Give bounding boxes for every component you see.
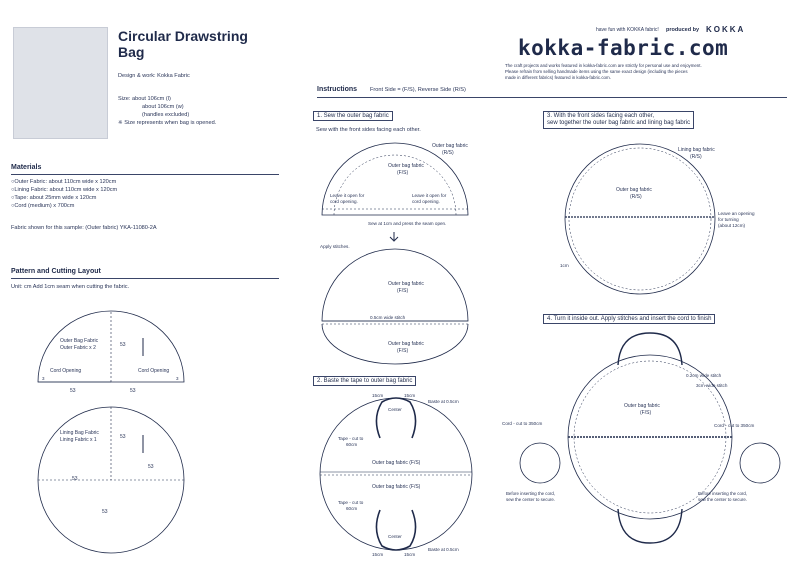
disclaimer-line: made in different fabrics) featured in kokka-fabric.com. xyxy=(505,75,611,80)
cord-label: Cord - cut to 350cm xyxy=(714,423,755,428)
stitch-label: 3cm wide stitch xyxy=(696,383,728,388)
tape-label: 60cm xyxy=(346,442,358,447)
handle-loop xyxy=(618,333,682,365)
down-arrow-icon xyxy=(390,232,398,241)
note-label: Leave an opening xyxy=(718,211,755,216)
step-3-title xyxy=(543,111,694,129)
step-4-diagram xyxy=(500,325,795,560)
material-item: ○Cord (medium) x 700cm xyxy=(11,203,75,209)
fabric-label: (R/S) xyxy=(442,150,454,156)
stitch-label: 0.5cm wide stitch xyxy=(370,315,406,320)
fabric-label: (F/S) xyxy=(397,348,409,354)
materials-heading: Materials xyxy=(11,164,42,171)
fabric-label: Outer bag fabric xyxy=(388,163,424,169)
design-credit: Design & work: Kokka Fabric xyxy=(118,73,190,79)
note-label: for turning xyxy=(718,217,739,222)
fabric-label: Outer bag fabric xyxy=(432,143,468,149)
brand-tagline: have fun with KOKKA fabric! xyxy=(596,27,659,33)
tape-label: Tape - cut to xyxy=(338,436,364,441)
fabric-label: Outer bag fabric xyxy=(624,403,660,409)
circle-shape xyxy=(320,398,472,550)
dim-label: 53 xyxy=(120,434,126,440)
page-title xyxy=(118,28,278,60)
material-item: ○Tape: about 25mm wide x 120cm xyxy=(11,195,97,201)
step-2-diagram xyxy=(300,388,500,560)
dim-label: 15cm xyxy=(404,393,416,398)
note-label: sew the center to secure. xyxy=(506,497,556,502)
handle-loop xyxy=(618,509,682,543)
bag-photo xyxy=(13,27,108,139)
note-label: Apply stitches. xyxy=(320,244,350,249)
produced-by-label: produced by xyxy=(666,27,700,33)
instructions-heading: Instructions xyxy=(317,86,358,93)
step-3-diagram xyxy=(540,135,790,305)
materials-list xyxy=(11,178,117,210)
dim-label: 53 xyxy=(120,342,126,348)
sample-note: Fabric shown for this sample: (Outer fabric) YKA-11080-2A xyxy=(11,225,157,231)
cord-opening-label: Cord Opening xyxy=(50,368,82,374)
pattern-heading: Pattern and Cutting Layout xyxy=(11,268,101,275)
step-3-title-line: 3. With the front sides facing each other, xyxy=(547,113,655,119)
step-1-sub: Sew with the front sides facing each other. xyxy=(316,127,421,133)
size-line: about 106cm (w) xyxy=(142,104,184,110)
note-label: Leave it open for xyxy=(330,193,365,198)
note-label: Before inserting the cord, xyxy=(698,491,748,496)
detail-circle xyxy=(520,443,560,483)
dim-label: 53 xyxy=(70,388,76,394)
note-label: sew the center to secure. xyxy=(698,497,748,502)
center-label: Center xyxy=(388,534,402,539)
lining-label: Lining Bag Fabric xyxy=(60,430,99,436)
circle-shape xyxy=(565,144,715,294)
disclaimer xyxy=(505,63,795,81)
center-label: Center xyxy=(388,407,402,412)
step-1-diagram xyxy=(300,135,500,365)
outer-label: Outer Fabric x 2 xyxy=(60,345,96,351)
dim-label: 53 xyxy=(72,476,78,482)
size-line: Size: about 106cm (l) xyxy=(118,96,171,102)
dim-label: 3 xyxy=(42,376,45,381)
dim-label: 53 xyxy=(130,388,136,394)
fabric-label: Outer bag fabric (F/S) xyxy=(372,460,421,466)
dim-label: 53 xyxy=(148,464,154,470)
detail-circle xyxy=(740,443,780,483)
note-label: (about 12cm) xyxy=(718,223,746,228)
dim-label: 15cm xyxy=(404,552,416,557)
divider xyxy=(11,174,279,175)
baste-label: Baste at 0.5cm xyxy=(428,399,459,404)
title-line: Circular Drawstring xyxy=(118,28,248,44)
tape-label: 60cm xyxy=(346,506,358,511)
material-item: ○Outer Fabric: about 110cm wide x 120cm xyxy=(11,179,117,185)
fabric-label: (F/S) xyxy=(397,170,409,176)
fabric-label: Outer bag fabric xyxy=(388,341,424,347)
step-3-title-line: sew together the outer bag fabric and lining bag fabric xyxy=(547,120,691,126)
divider xyxy=(11,278,279,279)
material-item: ○Lining Fabric: about 110cm wide x 120cm xyxy=(11,187,118,193)
note-label: Sew at 1cm and press the seam open. xyxy=(368,221,447,226)
fabric-label: Outer bag fabric xyxy=(616,187,652,193)
tape-label: Tape - cut to xyxy=(338,500,364,505)
fabric-label: (R/S) xyxy=(630,194,642,200)
lining-label: Lining Fabric x 1 xyxy=(60,437,97,443)
cord-opening-label: Cord Opening xyxy=(138,368,170,374)
note-label: cord opening. xyxy=(330,199,358,204)
size-info xyxy=(118,95,216,127)
disclaimer-line: The craft projects and works featured in kokka-fabric.com are strictly for personal use and enjoyment. xyxy=(505,63,702,68)
brand-site[interactable]: kokka-fabric.com xyxy=(518,36,729,60)
note-label: Before inserting the cord, xyxy=(506,491,556,496)
brand-maker: KOKKA xyxy=(706,25,746,34)
step-4-title: 4. Turn it inside out. Apply stitches and insert the cord to finish xyxy=(543,314,715,324)
dim-label: 53 xyxy=(102,509,108,515)
baste-label: Baste at 0.5cm xyxy=(428,547,459,552)
step-1-title: 1. Sew the outer bag fabric xyxy=(313,111,393,121)
stitch-label: 0.2cm wide stitch xyxy=(686,373,722,378)
disclaimer-line: Please refrain from selling handmade items using the same exact design (including the pieces xyxy=(505,69,688,74)
size-note: ※ Size represents when bag is opened. xyxy=(118,120,217,126)
dim-label: 3 xyxy=(176,376,179,381)
fabric-label: (R/S) xyxy=(690,154,702,160)
dim-label: 1cm xyxy=(560,263,569,268)
outer-label: Outer Bag Fabric xyxy=(60,338,99,344)
fabric-label: (F/S) xyxy=(397,288,409,294)
fabric-label: Lining bag fabric xyxy=(678,147,715,153)
divider xyxy=(317,97,787,98)
step-2-title: 2. Baste the tape to outer bag fabric xyxy=(313,376,416,386)
cutting-layout-diagram xyxy=(30,298,200,558)
fabric-label: (F/S) xyxy=(640,410,652,416)
cord-label: Cord - cut to 350cm xyxy=(502,421,543,426)
title-line: Bag xyxy=(118,44,145,60)
seam-line xyxy=(569,148,711,290)
note-label: Leave it open for xyxy=(412,193,447,198)
size-line: (handles excluded) xyxy=(142,112,190,118)
tape-loop xyxy=(376,398,415,438)
dim-label: 15cm xyxy=(372,552,384,557)
legend-note: Front Side = (F/S), Reverse Side (R/S) xyxy=(370,87,466,93)
fabric-label: Outer bag fabric (F/S) xyxy=(372,484,421,490)
note-label: cord opening. xyxy=(412,199,440,204)
dim-label: 15cm xyxy=(372,393,384,398)
unit-note: Unit: cm Add 1cm seam when cutting the fabric. xyxy=(11,284,130,290)
tape-loop xyxy=(376,510,415,550)
fabric-label: Outer bag fabric xyxy=(388,281,424,287)
